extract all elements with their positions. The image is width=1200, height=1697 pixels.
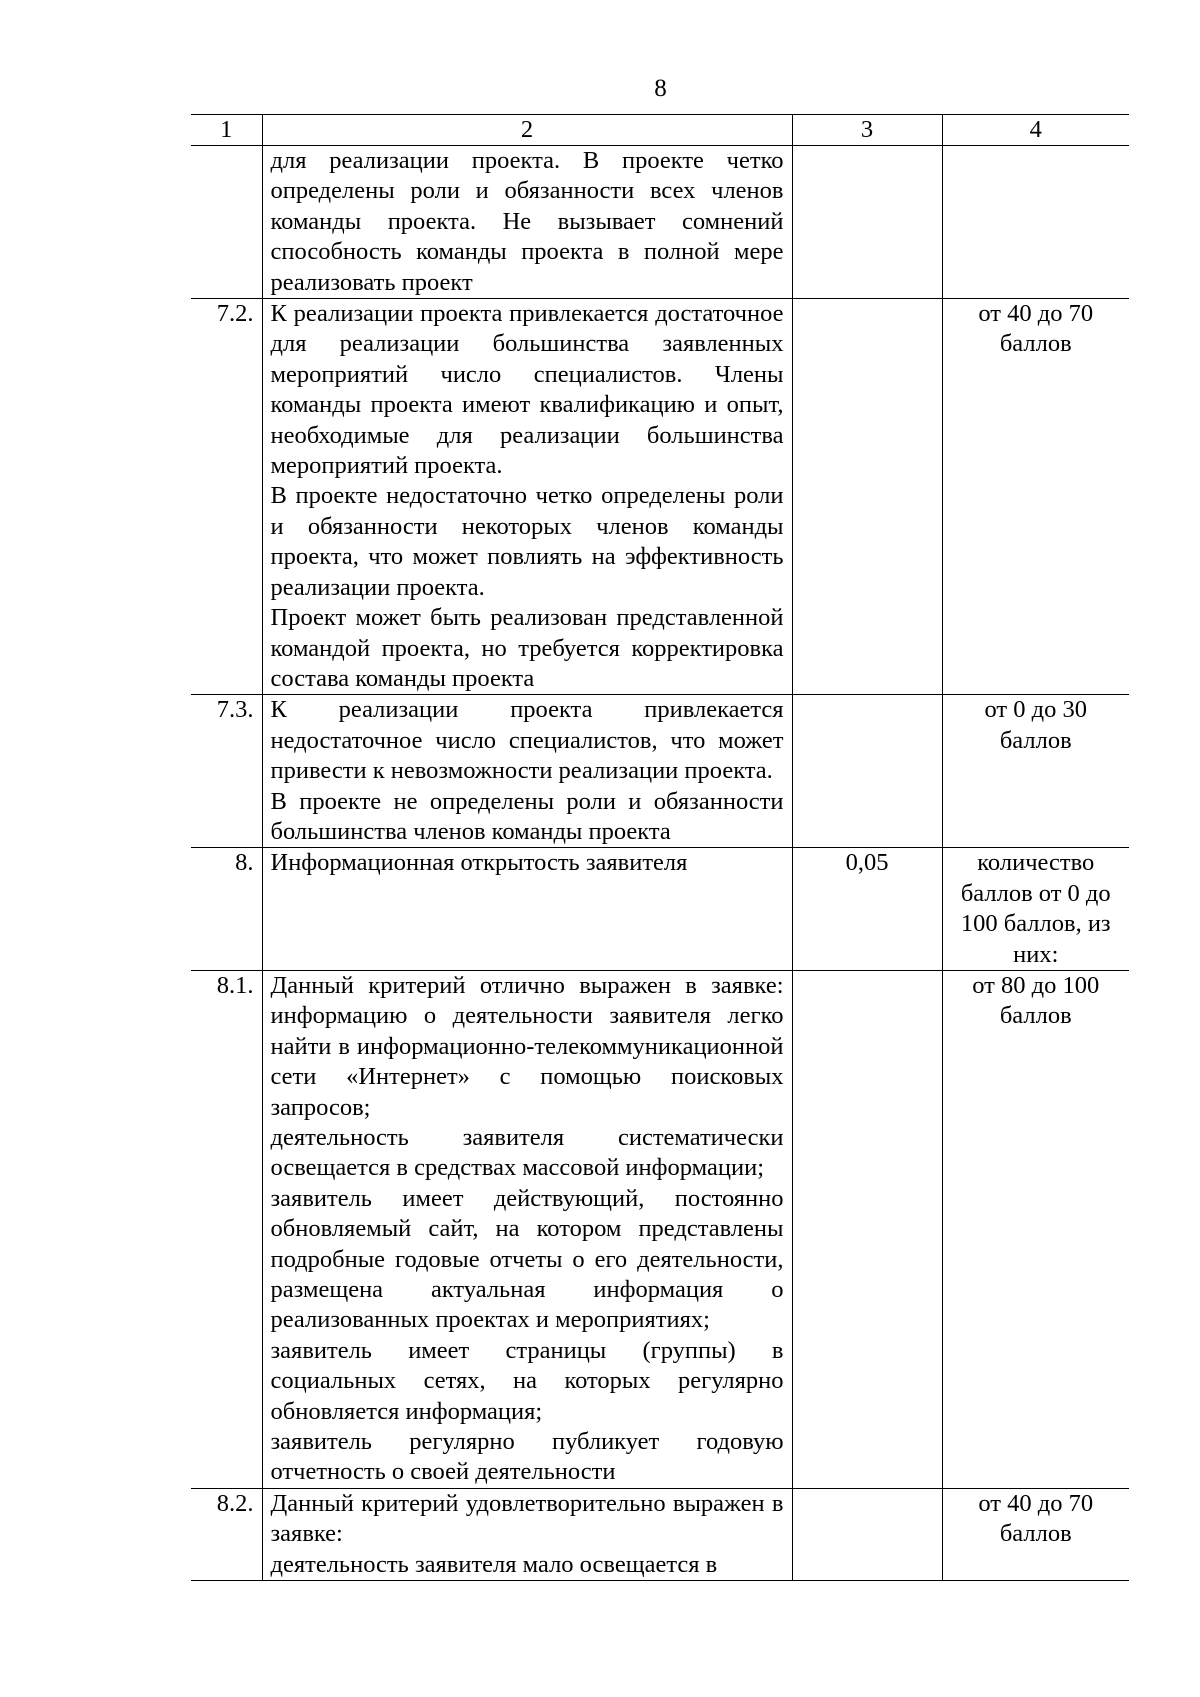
description-paragraph: К реализации проекта привлекается достаточное для реализации большинства заявленных мероприятий число специалистов. Члены команды проекта имеют квалификацию и опыт, необходимые для реализации большинства мероприятий проекта. [270, 300, 784, 480]
row-number: 7.3. [191, 695, 262, 848]
description-paragraph: для реализации проекта. В проекте четко определены роли и обязанности всех членов команды проекта. Не вызывает сомнений способность команды проекта в полной мере реализовать проект [270, 147, 784, 296]
row-weight: 0,05 [792, 848, 942, 971]
row-weight [792, 695, 942, 848]
table-row [191, 970, 1129, 1488]
description-paragraph: В проекте не определены роли и обязанности большинства членов команды проекта [270, 787, 784, 845]
table-header-row [191, 115, 1129, 146]
row-description [262, 970, 792, 1488]
row-number: 8.2. [191, 1488, 262, 1580]
row-description [262, 146, 792, 299]
row-number: 8. [191, 848, 262, 971]
header-cell-2: 2 [262, 115, 792, 146]
row-description [262, 1488, 792, 1580]
row-weight [792, 146, 942, 299]
description-paragraph: заявитель регулярно публикует годовую отчетность о своей деятельности [270, 1428, 784, 1486]
row-description [262, 695, 792, 848]
row-number: 7.2. [191, 299, 262, 695]
row-score: от 80 до 100 баллов [942, 970, 1129, 1488]
description-paragraph: К реализации проекта привлекается недостаточное число специалистов, что может привести к невозможности реализации проекта. [270, 696, 784, 785]
criteria-table [191, 114, 1129, 1581]
description-paragraph: В проекте недостаточно четко определены роли и обязанности некоторых членов команды проекта, что может повлиять на эффективность реализации проекта. [270, 482, 784, 601]
header-cell-3: 3 [792, 115, 942, 146]
row-weight [792, 1488, 942, 1580]
description-paragraph: деятельность заявителя систематически освещается в средствах массовой информации; [270, 1124, 784, 1182]
row-score: от 40 до 70 баллов [942, 299, 1129, 695]
description-paragraph: заявитель имеет действующий, постоянно обновляемый сайт, на котором представлены подробные годовые отчеты о его деятельности, размещена актуальная информация о реализованных проектах и мероприятиях; [270, 1184, 784, 1334]
header-cell-1: 1 [191, 115, 262, 146]
row-score: от 40 до 70 баллов [942, 1488, 1129, 1580]
table-row [191, 695, 1129, 848]
description-paragraph: заявитель имеет страницы (группы) в социальных сетях, на которых регулярно обновляется информация; [270, 1336, 784, 1425]
row-weight [792, 970, 942, 1488]
row-description [262, 848, 792, 971]
description-paragraph: Информационная открытость заявителя [270, 849, 688, 877]
row-number: 8.1. [191, 970, 262, 1488]
table-row [191, 1488, 1129, 1580]
table-row [191, 299, 1129, 695]
header-cell-4: 4 [942, 115, 1129, 146]
row-score: от 0 до 30 баллов [942, 695, 1129, 848]
description-paragraph: Данный критерий отлично выражен в заявке: информацию о деятельности заявителя легко найти в информационно-телекоммуникационной сети «Интернет» с помощью поисковых запросов; [270, 971, 784, 1121]
description-paragraph: деятельность заявителя мало освещается в [270, 1550, 718, 1578]
table-row [191, 848, 1129, 971]
row-description [262, 299, 792, 695]
row-score [942, 146, 1129, 299]
table-row [191, 146, 1129, 299]
row-score: количество баллов от 0 до 100 баллов, из них: [942, 848, 1129, 971]
row-weight [792, 299, 942, 695]
page-number: 8 [654, 75, 667, 102]
row-number [191, 146, 262, 299]
description-paragraph: Данный критерий удовлетворительно выражен в заявке: [270, 1489, 784, 1548]
description-paragraph: Проект может быть реализован представленной командой проекта, но требуется корректировка состава команды проекта [270, 604, 784, 692]
